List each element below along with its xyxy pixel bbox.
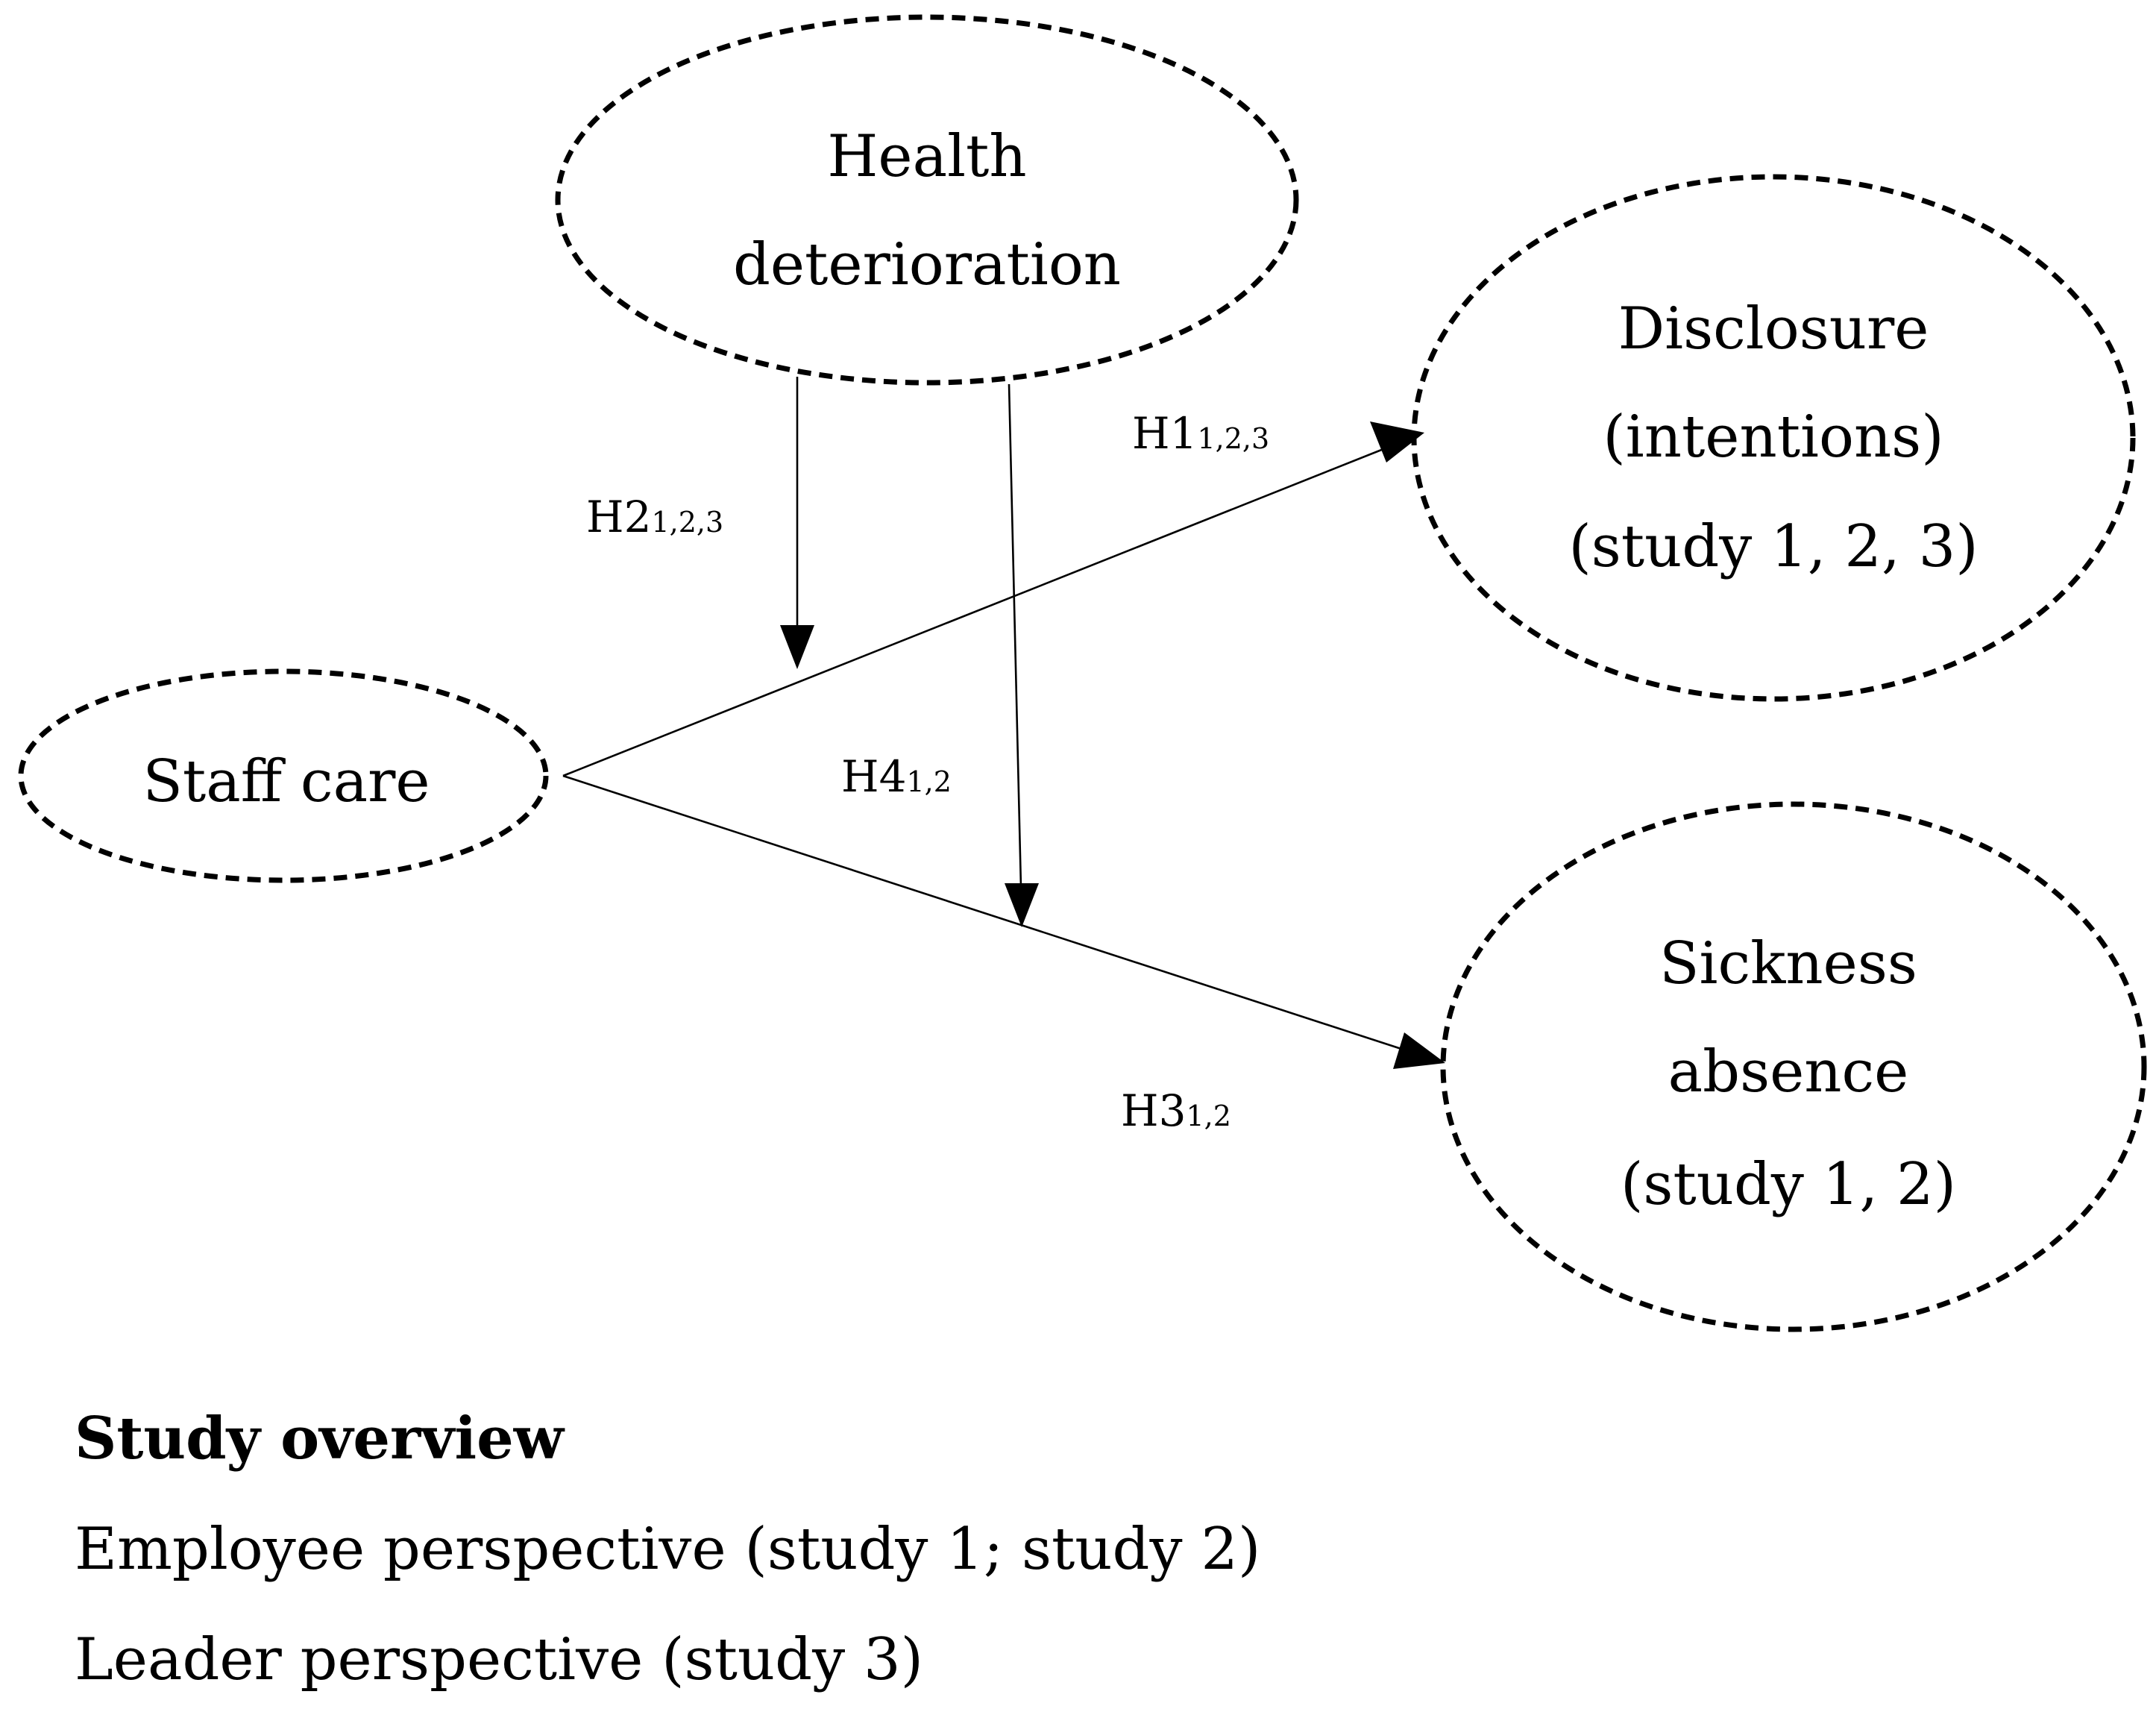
node-staff-care-label: Staff care — [142, 748, 430, 815]
label-h3-sub: 1,2 — [1186, 1100, 1231, 1132]
node-health-deterioration-line-1: Health — [827, 123, 1027, 190]
label-h1-sub: 1,2,3 — [1197, 422, 1270, 455]
node-disclosure — [1414, 177, 2133, 699]
node-sickness-absence-line-2: absence — [1668, 1038, 1909, 1106]
edge-h1 — [563, 421, 1424, 776]
label-h4 — [841, 751, 952, 802]
study-overview-title: Study overview — [75, 1405, 564, 1473]
label-h3-main: H3 — [1121, 1085, 1187, 1136]
node-sickness-absence — [1443, 804, 2144, 1329]
node-staff-care — [21, 671, 546, 880]
label-h1 — [1132, 408, 1269, 459]
node-sickness-absence-line-3: (study 1, 2) — [1620, 1151, 1957, 1218]
edge-h4 — [1005, 384, 1039, 927]
label-h2-sub: 1,2,3 — [651, 506, 724, 539]
node-health-deterioration — [558, 17, 1296, 383]
node-health-deterioration-line-2: deterioration — [732, 231, 1122, 298]
label-h4-main: H4 — [841, 751, 907, 802]
study-overview-employee-line: Employee perspective (study 1; study 2) — [75, 1516, 1261, 1583]
edge-h2-arrowhead — [780, 625, 814, 669]
edge-h3-line — [563, 776, 1404, 1050]
study-overview-leader-line: Leader perspective (study 3) — [75, 1626, 924, 1693]
edge-h2 — [780, 377, 814, 669]
node-disclosure-line-1: Disclosure — [1618, 295, 1929, 363]
study-overview — [75, 1384, 1260, 1715]
edge-h4-line — [1009, 384, 1021, 888]
edge-h3-arrowhead — [1393, 1032, 1445, 1069]
node-sickness-absence-line-1: Sickness — [1659, 930, 1917, 997]
label-h2 — [586, 492, 723, 542]
label-h4-sub: 1,2 — [906, 765, 952, 798]
label-h3 — [1121, 1085, 1231, 1136]
node-disclosure-line-3: (study 1, 2, 3) — [1568, 513, 1979, 580]
edge-h1-line — [563, 448, 1387, 776]
label-h2-main: H2 — [586, 492, 652, 542]
label-h1-main: H1 — [1132, 408, 1198, 459]
node-health-deterioration-ellipse — [558, 17, 1296, 383]
edge-h3 — [563, 776, 1445, 1069]
node-disclosure-line-2: (intentions) — [1603, 404, 1944, 471]
